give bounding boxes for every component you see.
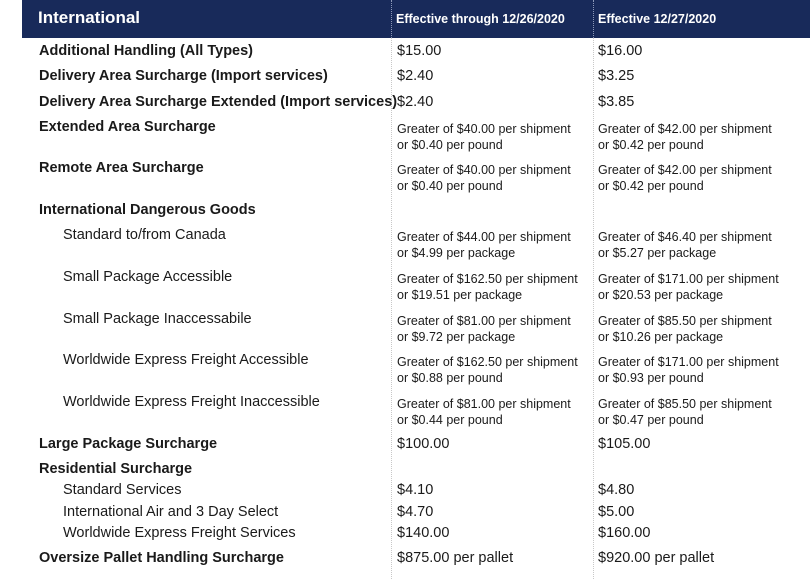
new-rate: $160.00 (598, 525, 651, 541)
new-rate: $5.00 (598, 504, 635, 520)
new-rate: $920.00 per pallet (598, 550, 715, 566)
header-divider (391, 0, 392, 38)
new-rate: $3.85 (598, 94, 635, 110)
surcharge-table (22, 0, 810, 579)
rate-line: or $0.40 per pound (397, 179, 503, 193)
rate-line: or $9.72 per package (397, 330, 516, 344)
new-rate: $4.80 (598, 482, 635, 498)
row-label: Delivery Area Surcharge Extended (Import services) (39, 94, 398, 110)
table-header (22, 0, 810, 38)
current-rate: $4.10 (397, 482, 434, 498)
rate-line: Greater of $40.00 per shipment (397, 163, 571, 177)
current-rate: $875.00 per pallet (397, 550, 514, 566)
row-label: Worldwide Express Freight Accessible (63, 352, 309, 368)
row-label: Delivery Area Surcharge (Import services) (39, 68, 328, 84)
section-heading: International Dangerous Goods (39, 202, 256, 218)
rate-line: Greater of $162.50 per shipment (397, 355, 578, 369)
rate-line: Greater of $171.00 per shipment (598, 355, 779, 369)
row-label: Extended Area Surcharge (39, 119, 216, 135)
rate-line: or $0.93 per pound (598, 371, 704, 385)
rate-line: or $0.40 per pound (397, 138, 503, 152)
rate-line: or $19.51 per package (397, 288, 523, 302)
new-rate (598, 121, 772, 153)
new-rate (598, 396, 772, 428)
row-label: Standard Services (63, 482, 182, 498)
rate-line: or $4.99 per package (397, 246, 516, 260)
row-label: Additional Handling (All Types) (39, 43, 254, 59)
current-rate (397, 313, 571, 345)
rate-line: or $0.42 per pound (598, 138, 704, 152)
rate-line: or $0.47 per pound (598, 413, 704, 427)
current-rate: $140.00 (397, 525, 450, 541)
row-label: Standard to/from Canada (63, 227, 226, 243)
rate-line: or $0.42 per pound (598, 179, 704, 193)
current-rate (397, 121, 571, 153)
rate-line: Greater of $85.50 per shipment (598, 314, 772, 328)
column-header-current: Effective through 12/26/2020 (396, 12, 565, 26)
column-divider (593, 38, 594, 579)
table-title: International (38, 8, 141, 27)
current-rate: $4.70 (397, 504, 434, 520)
rate-line: or $0.88 per pound (397, 371, 503, 385)
row-label: Worldwide Express Freight Inaccessible (63, 394, 320, 410)
rate-line: or $10.26 per package (598, 330, 724, 344)
new-rate (598, 229, 772, 261)
rate-line: Greater of $81.00 per shipment (397, 314, 571, 328)
row-label: Large Package Surcharge (39, 436, 218, 452)
row-label: Remote Area Surcharge (39, 160, 204, 176)
new-rate: $16.00 (598, 43, 643, 59)
row-label: Small Package Accessible (63, 269, 233, 285)
current-rate: $2.40 (397, 68, 434, 84)
current-rate (397, 271, 578, 303)
new-rate (598, 313, 772, 345)
section-heading: Residential Surcharge (39, 461, 193, 477)
rate-line: Greater of $42.00 per shipment (598, 163, 772, 177)
rate-line: Greater of $42.00 per shipment (598, 122, 772, 136)
new-rate: $3.25 (598, 68, 635, 84)
rate-line: Greater of $162.50 per shipment (397, 272, 578, 286)
rate-line: or $5.27 per package (598, 246, 717, 260)
rate-line: Greater of $81.00 per shipment (397, 397, 571, 411)
current-rate: $15.00 (397, 43, 442, 59)
current-rate (397, 354, 578, 386)
rate-line: Greater of $46.40 per shipment (598, 230, 772, 244)
column-divider (391, 38, 392, 579)
new-rate (598, 354, 779, 386)
row-label: Oversize Pallet Handling Surcharge (39, 550, 284, 566)
current-rate (397, 229, 571, 261)
row-label: Small Package Inaccessabile (63, 311, 252, 327)
header-divider (593, 0, 594, 38)
current-rate (397, 162, 571, 194)
rate-line: Greater of $40.00 per shipment (397, 122, 571, 136)
column-header-new: Effective 12/27/2020 (598, 12, 717, 26)
new-rate (598, 271, 779, 303)
new-rate (598, 162, 772, 194)
row-label: Worldwide Express Freight Services (63, 525, 296, 541)
current-rate (397, 396, 571, 428)
rate-line: Greater of $44.00 per shipment (397, 230, 571, 244)
current-rate: $100.00 (397, 436, 450, 452)
new-rate: $105.00 (598, 436, 651, 452)
row-label: International Air and 3 Day Select (63, 504, 279, 520)
rate-line: Greater of $85.50 per shipment (598, 397, 772, 411)
rate-line: Greater of $171.00 per shipment (598, 272, 779, 286)
rate-line: or $20.53 per package (598, 288, 724, 302)
rate-line: or $0.44 per pound (397, 413, 503, 427)
current-rate: $2.40 (397, 94, 434, 110)
